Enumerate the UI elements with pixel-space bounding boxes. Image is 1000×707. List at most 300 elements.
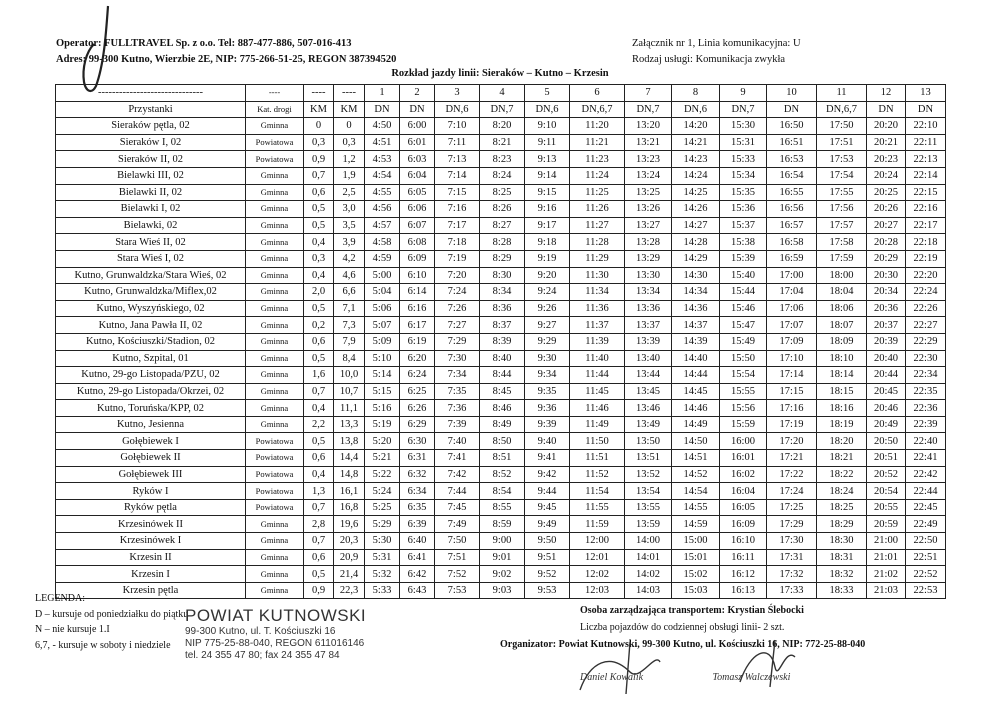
departure-time-cell: 8:21 <box>480 134 525 151</box>
departure-time-cell: 6:26 <box>400 400 435 417</box>
departure-time-cell: 9:10 <box>525 118 570 135</box>
departure-time-cell: 14:34 <box>672 284 720 301</box>
departure-time-cell: 9:03 <box>480 582 525 599</box>
header-cell: ---- <box>334 85 365 102</box>
road-category-cell: Gminna <box>246 217 304 234</box>
departure-time-cell: 8:30 <box>480 267 525 284</box>
departure-time-cell: 15:47 <box>720 317 767 334</box>
table-row <box>56 184 946 201</box>
departure-time-cell: 9:40 <box>525 433 570 450</box>
departure-time-cell: 9:15 <box>525 184 570 201</box>
departure-time-cell: 5:21 <box>365 450 400 467</box>
departure-time-cell: 17:15 <box>767 383 817 400</box>
departure-time-cell: 17:30 <box>767 533 817 550</box>
stop-name-cell: Kutno, Toruńska/KPP, 02 <box>56 400 246 417</box>
road-category-cell: Powiatowa <box>246 433 304 450</box>
stop-name-cell: Gołębiewek III <box>56 466 246 483</box>
road-category-cell: Gminna <box>246 582 304 599</box>
departure-time-cell: 13:44 <box>625 367 672 384</box>
header-cell: DN,7 <box>625 101 672 118</box>
road-category-cell: Gminna <box>246 350 304 367</box>
departure-time-cell: 17:09 <box>767 333 817 350</box>
distance-cell: 16,8 <box>334 499 365 516</box>
departure-time-cell: 6:07 <box>400 217 435 234</box>
departure-time-cell: 9:02 <box>480 566 525 583</box>
stop-name-cell: Krzesin pętla <box>56 582 246 599</box>
departure-time-cell: 11:39 <box>570 333 625 350</box>
departure-time-cell: 11:34 <box>570 284 625 301</box>
departure-time-cell: 17:57 <box>817 217 867 234</box>
departure-time-cell: 8:51 <box>480 450 525 467</box>
departure-time-cell: 9:16 <box>525 201 570 218</box>
departure-time-cell: 17:33 <box>767 582 817 599</box>
departure-time-cell: 6:30 <box>400 433 435 450</box>
departure-time-cell: 16:01 <box>720 450 767 467</box>
departure-time-cell: 11:40 <box>570 350 625 367</box>
stop-name-cell: Bielawki, 02 <box>56 217 246 234</box>
departure-time-cell: 9:14 <box>525 167 570 184</box>
road-category-cell: Powiatowa <box>246 483 304 500</box>
header-cell: KM <box>334 101 365 118</box>
distance-cell: 0,4 <box>304 466 334 483</box>
road-category-cell: Gminna <box>246 250 304 267</box>
table-row <box>56 267 946 284</box>
departure-time-cell: 14:01 <box>625 549 672 566</box>
departure-time-cell: 22:49 <box>906 516 946 533</box>
distance-cell: 0,5 <box>304 566 334 583</box>
departure-time-cell: 9:11 <box>525 134 570 151</box>
header-cell: DN <box>906 101 946 118</box>
road-category-cell: Gminna <box>246 533 304 550</box>
departure-time-cell: 14:27 <box>672 217 720 234</box>
departure-time-cell: 16:55 <box>767 184 817 201</box>
departure-time-cell: 4:51 <box>365 134 400 151</box>
departure-time-cell: 15:01 <box>672 549 720 566</box>
departure-time-cell: 8:24 <box>480 167 525 184</box>
departure-time-cell: 6:20 <box>400 350 435 367</box>
departure-time-cell: 17:21 <box>767 450 817 467</box>
departure-time-cell: 5:22 <box>365 466 400 483</box>
departure-time-cell: 22:29 <box>906 333 946 350</box>
departure-time-cell: 14:36 <box>672 300 720 317</box>
departure-time-cell: 18:32 <box>817 566 867 583</box>
departure-time-cell: 14:02 <box>625 566 672 583</box>
departure-time-cell: 14:39 <box>672 333 720 350</box>
departure-time-cell: 4:55 <box>365 184 400 201</box>
departure-time-cell: 17:00 <box>767 267 817 284</box>
departure-time-cell: 13:29 <box>625 250 672 267</box>
departure-time-cell: 13:30 <box>625 267 672 284</box>
departure-time-cell: 22:42 <box>906 466 946 483</box>
departure-time-cell: 20:24 <box>867 167 906 184</box>
departure-time-cell: 15:50 <box>720 350 767 367</box>
departure-time-cell: 11:59 <box>570 516 625 533</box>
distance-cell: 0,7 <box>304 167 334 184</box>
departure-time-cell: 13:45 <box>625 383 672 400</box>
road-category-cell: Powiatowa <box>246 134 304 151</box>
table-row <box>56 416 946 433</box>
departure-time-cell: 14:20 <box>672 118 720 135</box>
departure-time-cell: 6:34 <box>400 483 435 500</box>
departure-time-cell: 5:00 <box>365 267 400 284</box>
departure-time-cell: 16:12 <box>720 566 767 583</box>
road-category-cell: Gminna <box>246 118 304 135</box>
stop-name-cell: Kutno, Grunwaldzka/Stara Wieś, 02 <box>56 267 246 284</box>
departure-time-cell: 22:52 <box>906 566 946 583</box>
stop-name-cell: Bielawki III, 02 <box>56 167 246 184</box>
departure-time-cell: 13:21 <box>625 134 672 151</box>
departure-time-cell: 11:30 <box>570 267 625 284</box>
departure-time-cell: 18:14 <box>817 367 867 384</box>
stop-name-cell: Kutno, 29-go Listopada/Okrzei, 02 <box>56 383 246 400</box>
departure-time-cell: 21:03 <box>867 582 906 599</box>
departure-time-cell: 7:40 <box>435 433 480 450</box>
departure-time-cell: 18:00 <box>817 267 867 284</box>
departure-time-cell: 13:23 <box>625 151 672 168</box>
stop-name-cell: Krzesin II <box>56 549 246 566</box>
departure-time-cell: 17:55 <box>817 184 867 201</box>
table-row <box>56 167 946 184</box>
departure-time-cell: 22:24 <box>906 284 946 301</box>
distance-cell: 22,3 <box>334 582 365 599</box>
departure-time-cell: 9:18 <box>525 234 570 251</box>
departure-time-cell: 20:34 <box>867 284 906 301</box>
departure-time-cell: 8:28 <box>480 234 525 251</box>
departure-time-cell: 17:53 <box>817 151 867 168</box>
distance-cell: 2,2 <box>304 416 334 433</box>
departure-time-cell: 9:39 <box>525 416 570 433</box>
stop-name-cell: Krzesinówek II <box>56 516 246 533</box>
departure-time-cell: 9:42 <box>525 466 570 483</box>
header-cell: 6 <box>570 85 625 102</box>
departure-time-cell: 22:50 <box>906 533 946 550</box>
road-category-cell: Gminna <box>246 267 304 284</box>
departure-time-cell: 15:49 <box>720 333 767 350</box>
distance-cell: 7,1 <box>334 300 365 317</box>
departure-time-cell: 6:09 <box>400 250 435 267</box>
departure-time-cell: 20:39 <box>867 333 906 350</box>
timetable <box>55 84 946 599</box>
departure-time-cell: 22:41 <box>906 450 946 467</box>
departure-time-cell: 13:36 <box>625 300 672 317</box>
departure-time-cell: 20:49 <box>867 416 906 433</box>
distance-cell: 0,9 <box>304 582 334 599</box>
table-row <box>56 383 946 400</box>
stamp-name: POWIAT KUTNOWSKI <box>185 606 367 625</box>
stop-name-cell: Krzesin I <box>56 566 246 583</box>
departure-time-cell: 11:24 <box>570 167 625 184</box>
departure-time-cell: 5:25 <box>365 499 400 516</box>
distance-cell: 0,3 <box>304 250 334 267</box>
stop-name-cell: Stara Wieś II, 02 <box>56 234 246 251</box>
departure-time-cell: 17:22 <box>767 466 817 483</box>
departure-time-cell: 17:24 <box>767 483 817 500</box>
departure-time-cell: 5:15 <box>365 383 400 400</box>
departure-time-cell: 14:49 <box>672 416 720 433</box>
header-cell: 11 <box>817 85 867 102</box>
header-cell: DN,6 <box>525 101 570 118</box>
departure-time-cell: 7:53 <box>435 582 480 599</box>
departure-time-cell: 17:54 <box>817 167 867 184</box>
departure-time-cell: 18:07 <box>817 317 867 334</box>
departure-time-cell: 22:16 <box>906 201 946 218</box>
departure-time-cell: 17:04 <box>767 284 817 301</box>
departure-time-cell: 5:32 <box>365 566 400 583</box>
departure-time-cell: 16:10 <box>720 533 767 550</box>
distance-cell: 1,6 <box>304 367 334 384</box>
stop-name-cell: Kutno, Grunwaldzka/Miflex,02 <box>56 284 246 301</box>
distance-cell: 3,9 <box>334 234 365 251</box>
departure-time-cell: 5:24 <box>365 483 400 500</box>
stop-name-cell: Sieraków pętla, 02 <box>56 118 246 135</box>
departure-time-cell: 6:25 <box>400 383 435 400</box>
departure-time-cell: 8:20 <box>480 118 525 135</box>
table-row <box>56 134 946 151</box>
distance-cell: 1,2 <box>334 151 365 168</box>
stop-name-cell: Kutno, Jesienna <box>56 416 246 433</box>
departure-time-cell: 14:21 <box>672 134 720 151</box>
distance-cell: 0,5 <box>304 201 334 218</box>
header-cell: DN <box>400 101 435 118</box>
departure-time-cell: 16:56 <box>767 201 817 218</box>
header-cell: 1 <box>365 85 400 102</box>
road-category-cell: Powiatowa <box>246 151 304 168</box>
departure-time-cell: 18:31 <box>817 549 867 566</box>
departure-time-cell: 22:13 <box>906 151 946 168</box>
distance-cell: 3,0 <box>334 201 365 218</box>
departure-time-cell: 9:24 <box>525 284 570 301</box>
departure-time-cell: 17:20 <box>767 433 817 450</box>
departure-time-cell: 22:17 <box>906 217 946 234</box>
departure-time-cell: 20:54 <box>867 483 906 500</box>
departure-time-cell: 22:53 <box>906 582 946 599</box>
departure-time-cell: 15:00 <box>672 533 720 550</box>
address-line: Adres: 99-300 Kutno, Wierzbie 2E, NIP: 775-266-51-25, REGON 387394520 <box>56 54 397 65</box>
departure-time-cell: 9:36 <box>525 400 570 417</box>
departure-time-cell: 17:32 <box>767 566 817 583</box>
departure-time-cell: 16:59 <box>767 250 817 267</box>
departure-time-cell: 11:36 <box>570 300 625 317</box>
departure-time-cell: 21:00 <box>867 533 906 550</box>
header-cell: 9 <box>720 85 767 102</box>
transport-manager: Osoba zarządzająca transportem: Krystian Ślebocki <box>580 605 804 616</box>
departure-time-cell: 8:34 <box>480 284 525 301</box>
departure-time-cell: 13:46 <box>625 400 672 417</box>
departure-time-cell: 18:20 <box>817 433 867 450</box>
table-row <box>56 367 946 384</box>
distance-cell: 21,4 <box>334 566 365 583</box>
departure-time-cell: 22:11 <box>906 134 946 151</box>
stop-name-cell: Kutno, Wyszyńskiego, 02 <box>56 300 246 317</box>
departure-time-cell: 8:36 <box>480 300 525 317</box>
departure-time-cell: 6:43 <box>400 582 435 599</box>
distance-cell: 0,5 <box>304 433 334 450</box>
departure-time-cell: 22:26 <box>906 300 946 317</box>
table-row <box>56 549 946 566</box>
departure-time-cell: 4:50 <box>365 118 400 135</box>
departure-time-cell: 22:45 <box>906 499 946 516</box>
departure-time-cell: 8:59 <box>480 516 525 533</box>
departure-time-cell: 7:16 <box>435 201 480 218</box>
departure-time-cell: 20:44 <box>867 367 906 384</box>
departure-time-cell: 13:52 <box>625 466 672 483</box>
departure-time-cell: 9:13 <box>525 151 570 168</box>
stop-name-cell: Kutno, 29-go Listopada/PZU, 02 <box>56 367 246 384</box>
legend-weekend: 6,7, - kursuje w soboty i niedziele <box>35 639 171 651</box>
distance-cell: 0,5 <box>304 350 334 367</box>
departure-time-cell: 18:21 <box>817 450 867 467</box>
departure-time-cell: 9:49 <box>525 516 570 533</box>
distance-cell: 0,4 <box>304 400 334 417</box>
departure-time-cell: 13:37 <box>625 317 672 334</box>
departure-time-cell: 5:10 <box>365 350 400 367</box>
departure-time-cell: 17:31 <box>767 549 817 566</box>
departure-time-cell: 9:34 <box>525 367 570 384</box>
departure-time-cell: 13:55 <box>625 499 672 516</box>
departure-time-cell: 7:35 <box>435 383 480 400</box>
departure-time-cell: 14:55 <box>672 499 720 516</box>
departure-time-cell: 18:16 <box>817 400 867 417</box>
header-row <box>56 101 946 118</box>
departure-time-cell: 14:00 <box>625 533 672 550</box>
departure-time-cell: 22:19 <box>906 250 946 267</box>
signature-icon <box>570 632 850 702</box>
departure-time-cell: 5:04 <box>365 284 400 301</box>
distance-cell: 0,6 <box>304 333 334 350</box>
road-category-cell: Gminna <box>246 400 304 417</box>
county-stamp <box>185 606 385 662</box>
table-row <box>56 317 946 334</box>
departure-time-cell: 14:03 <box>625 582 672 599</box>
road-category-cell: Gminna <box>246 167 304 184</box>
departure-time-cell: 14:50 <box>672 433 720 450</box>
header-cell: Kat. drogi <box>246 101 304 118</box>
departure-time-cell: 15:54 <box>720 367 767 384</box>
departure-time-cell: 17:16 <box>767 400 817 417</box>
departure-time-cell: 7:26 <box>435 300 480 317</box>
departure-time-cell: 22:15 <box>906 184 946 201</box>
departure-time-cell: 8:40 <box>480 350 525 367</box>
departure-time-cell: 15:30 <box>720 118 767 135</box>
table-row <box>56 566 946 583</box>
table-row <box>56 516 946 533</box>
distance-cell: 3,5 <box>334 217 365 234</box>
departure-time-cell: 8:26 <box>480 201 525 218</box>
road-category-cell: Powiatowa <box>246 466 304 483</box>
header-cell: DN,7 <box>480 101 525 118</box>
departure-time-cell: 5:06 <box>365 300 400 317</box>
departure-time-cell: 15:44 <box>720 284 767 301</box>
distance-cell: 2,8 <box>304 516 334 533</box>
departure-time-cell: 7:36 <box>435 400 480 417</box>
distance-cell: 7,9 <box>334 333 365 350</box>
departure-time-cell: 20:45 <box>867 383 906 400</box>
distance-cell: 4,2 <box>334 250 365 267</box>
departure-time-cell: 7:45 <box>435 499 480 516</box>
departure-time-cell: 13:26 <box>625 201 672 218</box>
departure-time-cell: 6:19 <box>400 333 435 350</box>
table-row <box>56 333 946 350</box>
departure-time-cell: 16:00 <box>720 433 767 450</box>
departure-time-cell: 7:15 <box>435 184 480 201</box>
distance-cell: 0,2 <box>304 317 334 334</box>
departure-time-cell: 6:29 <box>400 416 435 433</box>
distance-cell: 0,6 <box>304 184 334 201</box>
header-cell-stops: ------------------------------ <box>56 85 246 102</box>
departure-time-cell: 14:25 <box>672 184 720 201</box>
departure-time-cell: 6:16 <box>400 300 435 317</box>
road-category-cell: Gminna <box>246 549 304 566</box>
table-row <box>56 533 946 550</box>
departure-time-cell: 16:54 <box>767 167 817 184</box>
departure-time-cell: 6:08 <box>400 234 435 251</box>
stop-name-cell: Sieraków II, 02 <box>56 151 246 168</box>
departure-time-cell: 22:44 <box>906 483 946 500</box>
departure-time-cell: 8:46 <box>480 400 525 417</box>
road-category-cell: Gminna <box>246 383 304 400</box>
distance-cell: 16,1 <box>334 483 365 500</box>
departure-time-cell: 20:46 <box>867 400 906 417</box>
departure-time-cell: 22:10 <box>906 118 946 135</box>
road-category-cell: Gminna <box>246 416 304 433</box>
departure-time-cell: 20:23 <box>867 151 906 168</box>
departure-time-cell: 18:10 <box>817 350 867 367</box>
distance-cell: 6,6 <box>334 284 365 301</box>
departure-time-cell: 11:49 <box>570 416 625 433</box>
stamp-ids: NIP 775-25-88-040, REGON 611016146 <box>185 638 365 649</box>
departure-time-cell: 9:35 <box>525 383 570 400</box>
distance-cell: 0,3 <box>304 134 334 151</box>
departure-time-cell: 7:51 <box>435 549 480 566</box>
departure-time-cell: 18:25 <box>817 499 867 516</box>
service-line: Rodzaj usługi: Komunikacja zwykła <box>632 54 786 65</box>
departure-time-cell: 11:37 <box>570 317 625 334</box>
table-row <box>56 151 946 168</box>
departure-time-cell: 15:40 <box>720 267 767 284</box>
departure-time-cell: 15:38 <box>720 234 767 251</box>
departure-time-cell: 9:50 <box>525 533 570 550</box>
departure-time-cell: 20:26 <box>867 201 906 218</box>
road-category-cell: Gminna <box>246 516 304 533</box>
departure-time-cell: 16:13 <box>720 582 767 599</box>
vehicle-count: Liczba pojazdów do codziennej obsługi linii- 2 szt. <box>580 622 785 633</box>
stop-name-cell: Kutno, Kościuszki/Stadion, 02 <box>56 333 246 350</box>
road-category-cell: Powiatowa <box>246 499 304 516</box>
departure-time-cell: 7:42 <box>435 466 480 483</box>
departure-time-cell: 16:02 <box>720 466 767 483</box>
annex-line: Załącznik nr 1, Linia komunikacyjna: U <box>632 38 801 49</box>
departure-time-cell: 18:30 <box>817 533 867 550</box>
table-row <box>56 234 946 251</box>
departure-time-cell: 7:52 <box>435 566 480 583</box>
departure-time-cell: 11:51 <box>570 450 625 467</box>
header-cell: DN,6 <box>672 101 720 118</box>
departure-time-cell: 18:09 <box>817 333 867 350</box>
departure-time-cell: 15:46 <box>720 300 767 317</box>
departure-time-cell: 20:55 <box>867 499 906 516</box>
table-row <box>56 300 946 317</box>
departure-time-cell: 4:58 <box>365 234 400 251</box>
legend-title: LEGENDA: <box>35 593 85 604</box>
distance-cell: 0,6 <box>304 450 334 467</box>
departure-time-cell: 7:29 <box>435 333 480 350</box>
departure-time-cell: 13:54 <box>625 483 672 500</box>
header-cell: DN,7 <box>720 101 767 118</box>
departure-time-cell: 9:45 <box>525 499 570 516</box>
stop-name-cell: Bielawki II, 02 <box>56 184 246 201</box>
departure-time-cell: 20:20 <box>867 118 906 135</box>
departure-time-cell: 15:03 <box>672 582 720 599</box>
